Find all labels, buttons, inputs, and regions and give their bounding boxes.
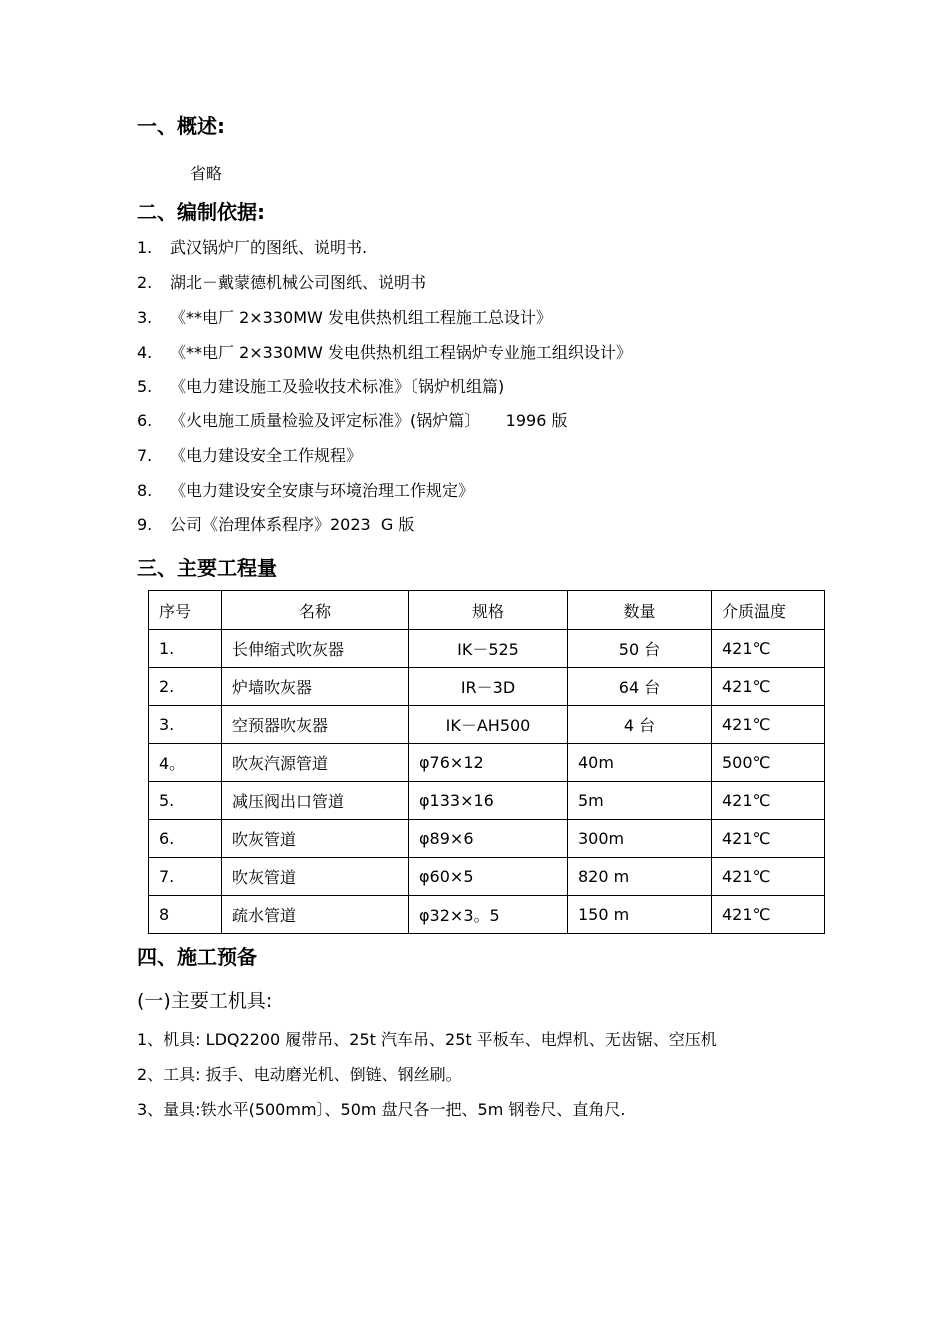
- header-cell: 序号: [149, 591, 222, 630]
- table-cell: 421℃: [712, 782, 825, 820]
- list-item-text: 《**电厂 2×330MW 发电供热机组工程锅炉专业施工组织设计》: [170, 343, 632, 362]
- header-cell: 数量: [568, 591, 712, 630]
- list-item-number: 6.: [137, 411, 153, 430]
- list-item-text: 《电力建设安全安康与环境治理工作规定》: [170, 481, 475, 500]
- list-item-text: 《**电厂 2×330MW 发电供热机组工程施工总设计》: [170, 308, 552, 327]
- list-item-number: 7.: [137, 446, 153, 465]
- tool-line-tools: 2、工具: 扳手、电动磨光机、倒链、钢丝刷。: [137, 1065, 462, 1084]
- table-cell: 炉墙吹灰器: [222, 668, 409, 706]
- table-cell: 3.: [149, 706, 222, 744]
- table-cell: 8: [149, 896, 222, 934]
- table-cell: IR－3D: [409, 668, 568, 706]
- table-cell: 4 台: [568, 706, 712, 744]
- table-cell: 减压阀出口管道: [222, 782, 409, 820]
- list-item-number: 8.: [137, 481, 153, 500]
- table-cell: IK－AH500: [409, 706, 568, 744]
- table-row: [149, 744, 825, 782]
- tool-line-gauges: 3、量具:铁水平(500mm〕、50m 盘尺各一把、5m 钢卷尺、直角尺.: [137, 1100, 626, 1119]
- table-cell: 疏水管道: [222, 896, 409, 934]
- list-item-number: 9.: [137, 515, 153, 534]
- section-4-subtitle: (一)主要工机具:: [137, 990, 273, 1012]
- table-row: [149, 782, 825, 820]
- table-cell: IK－525: [409, 630, 568, 668]
- table-cell: φ76×12: [409, 744, 568, 782]
- list-item-number: 2.: [137, 273, 153, 292]
- tool-line-machinery: 1、机具: LDQ2200 履带吊、25t 汽车吊、25t 平板车、电焊机、无齿锯、空压机: [137, 1030, 717, 1049]
- table-cell: 吹灰汽源管道: [222, 744, 409, 782]
- table-row: [149, 896, 825, 934]
- section-4-title: 四、施工预备: [137, 945, 257, 969]
- list-item-text: 《电力建设安全工作规程》: [170, 446, 363, 465]
- section-1-body: 省略: [190, 164, 223, 183]
- list-item-text: 武汉锅炉厂的图纸、说明书.: [170, 238, 368, 257]
- table-cell: 1.: [149, 630, 222, 668]
- quantities-table: [148, 590, 825, 934]
- table-cell: φ32×3。5: [409, 896, 568, 934]
- table-cell: φ133×16: [409, 782, 568, 820]
- table-cell: 5.: [149, 782, 222, 820]
- table-row: [149, 668, 825, 706]
- section-2-title: 二、编制依据:: [137, 200, 265, 224]
- table-cell: 300m: [568, 820, 712, 858]
- table-cell: 50 台: [568, 630, 712, 668]
- table-cell: φ89×6: [409, 820, 568, 858]
- table-cell: 421℃: [712, 820, 825, 858]
- list-item-text: 《火电施工质量检验及评定标准》(锅炉篇〕 1996 版: [170, 411, 568, 430]
- table-cell: 421℃: [712, 668, 825, 706]
- section-1-title: 一、概述:: [137, 114, 225, 138]
- table-cell: 64 台: [568, 668, 712, 706]
- table-row: [149, 820, 825, 858]
- table-cell: 5m: [568, 782, 712, 820]
- header-cell: 介质温度: [712, 591, 825, 630]
- table-cell: 421℃: [712, 896, 825, 934]
- table-row: [149, 630, 825, 668]
- table-cell: 421℃: [712, 706, 825, 744]
- list-item-text: 湖北－戴蒙德机械公司图纸、说明书: [170, 273, 427, 292]
- table-cell: 421℃: [712, 858, 825, 896]
- table-cell: 吹灰管道: [222, 858, 409, 896]
- table-header-row: [149, 591, 825, 630]
- header-cell: 名称: [222, 591, 409, 630]
- list-item-number: 3.: [137, 308, 153, 327]
- table-cell: 4。: [149, 744, 222, 782]
- table-cell: 7.: [149, 858, 222, 896]
- table-cell: 150 m: [568, 896, 712, 934]
- table-cell: 2.: [149, 668, 222, 706]
- header-cell: 规格: [409, 591, 568, 630]
- table-cell: 500℃: [712, 744, 825, 782]
- table-row: [149, 858, 825, 896]
- list-item-text: 公司《治理体系程序》2023 G 版: [170, 515, 415, 534]
- table-cell: φ60×5: [409, 858, 568, 896]
- table-cell: 820 m: [568, 858, 712, 896]
- list-item-text: 《电力建设施工及验收技术标准》〔锅炉机组篇): [170, 377, 505, 396]
- section-3-title: 三、主要工程量: [137, 556, 277, 580]
- table-cell: 40m: [568, 744, 712, 782]
- table-row: [149, 706, 825, 744]
- list-item-number: 5.: [137, 377, 153, 396]
- table-cell: 6.: [149, 820, 222, 858]
- list-item-number: 1.: [137, 238, 153, 257]
- table-cell: 421℃: [712, 630, 825, 668]
- table-cell: 长伸缩式吹灰器: [222, 630, 409, 668]
- list-item-number: 4.: [137, 343, 153, 362]
- table-cell: 空预器吹灰器: [222, 706, 409, 744]
- table-cell: 吹灰管道: [222, 820, 409, 858]
